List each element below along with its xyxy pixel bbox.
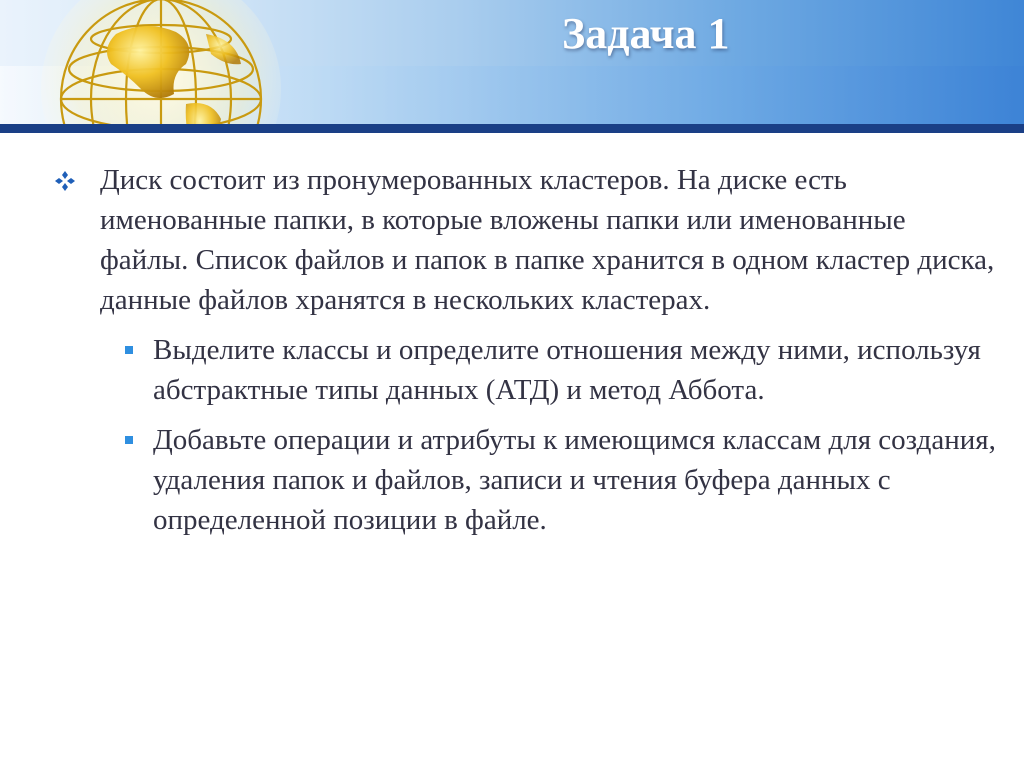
sub-bullet-item xyxy=(48,420,998,540)
diamond-bullet-icon xyxy=(54,170,76,192)
square-bullet-icon xyxy=(125,346,133,354)
bullet-text: Диск состоит из пронумерованных кластеров. На диске есть именованные папки, в которые вложены папки или именованные файлы. Список файлов и папок в папке хранится в одном кластер диска, данные файлов хранятся в нескольких кластерах. xyxy=(100,164,995,316)
sub-bullet-text: Выделите классы и определите отношения между ними, используя абстрактные типы данных (АТД) и метод Аббота. xyxy=(153,334,981,406)
square-bullet-icon xyxy=(125,436,133,444)
slide-header xyxy=(0,0,1024,124)
bullet-item xyxy=(48,160,998,320)
slide-content xyxy=(48,160,998,540)
globe-icon xyxy=(36,0,286,124)
slide-title: Задача 1 xyxy=(562,9,730,58)
header-rule xyxy=(0,124,1024,133)
sub-bullet-item xyxy=(48,330,998,410)
sub-bullet-text: Добавьте операции и атрибуты к имеющимся классам для создания, удаления папок и файлов, записи и чтения буфера данных с определенной позиции в файле. xyxy=(153,424,996,536)
